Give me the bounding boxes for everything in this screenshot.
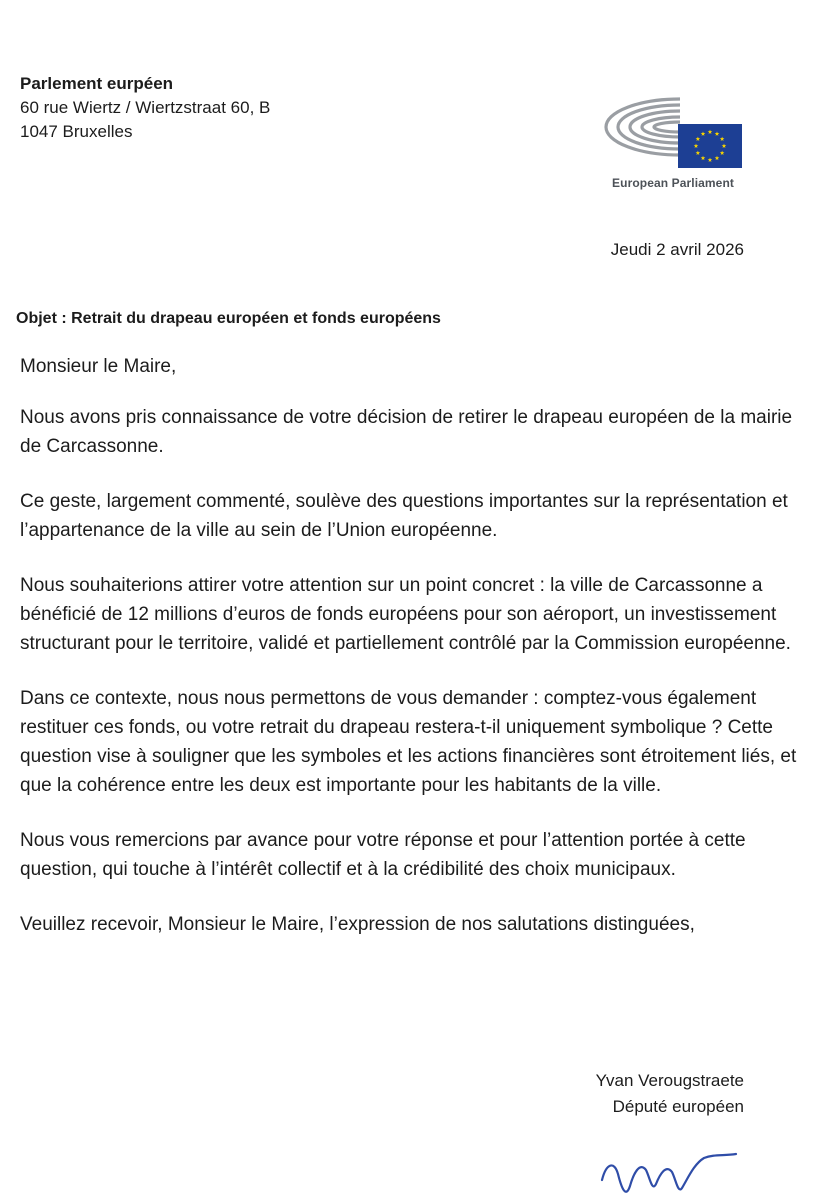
- paragraph-closing: Veuillez recevoir, Monsieur le Maire, l’expression de nos salutations distinguées,: [20, 914, 695, 935]
- letter-body: [20, 352, 810, 965]
- letter-date: Jeudi 2 avril 2026: [610, 240, 744, 259]
- paragraph-thanks: Nous vous remercions par avance pour votre réponse et pour l’attention portée à cette question, qui touche à l’intérêt collectif et à la crédibilité des choix municipaux.: [20, 830, 746, 880]
- signatory-block: [596, 1068, 744, 1120]
- sender-address-line-2: 1047 Bruxelles: [20, 122, 133, 141]
- paragraph-question: Dans ce contexte, nous nous permettons de vous demander : comptez-vous également restituer ces fonds, ou votre retrait du drapeau restera-t-il uniquement symbolique ? Cette question vise à souligner que les symboles et les actions financières sont étroitement liés, et que la cohérence entre les deux est importante pour les habitants de la ville.: [20, 688, 797, 796]
- signatory-title: Député européen: [612, 1097, 744, 1116]
- handwritten-signature: [596, 1150, 746, 1200]
- sender-address-line-1: 60 rue Wiertz / Wiertzstraat 60, B: [20, 98, 271, 117]
- paragraph-funds: Nous souhaiterions attirer votre attention sur un point concret : la ville de Carcassonne a bénéficié de 12 millions d’euros de fonds européens pour son aéroport, un investissement structurant pour le territoire, validé et partiellement contrôlé par la Commission européenne.: [20, 575, 791, 654]
- paragraph-decision: Nous avons pris connaissance de votre décision de retirer le drapeau européen de la mairie de Carcassonne.: [20, 407, 793, 457]
- signatory-name: Yvan Verougstraete: [595, 1071, 744, 1090]
- european-parliament-logo: [598, 92, 748, 192]
- letter-subject: Objet : Retrait du drapeau européen et fonds européens: [16, 310, 441, 327]
- hemicycle-arcs: [606, 99, 680, 155]
- salutation: Monsieur le Maire,: [20, 356, 177, 377]
- sender-address: [20, 72, 270, 144]
- sender-organisation: Parlement eurpéen: [20, 74, 174, 93]
- hemicycle-flag-icon: [598, 92, 748, 172]
- signature-stroke: [602, 1154, 736, 1192]
- logo-text: European Parliament: [612, 176, 734, 190]
- paragraph-gesture: Ce geste, largement commenté, soulève des questions importantes sur la représentation et l’appartenance de la ville au sein de l’Union européenne.: [20, 491, 788, 541]
